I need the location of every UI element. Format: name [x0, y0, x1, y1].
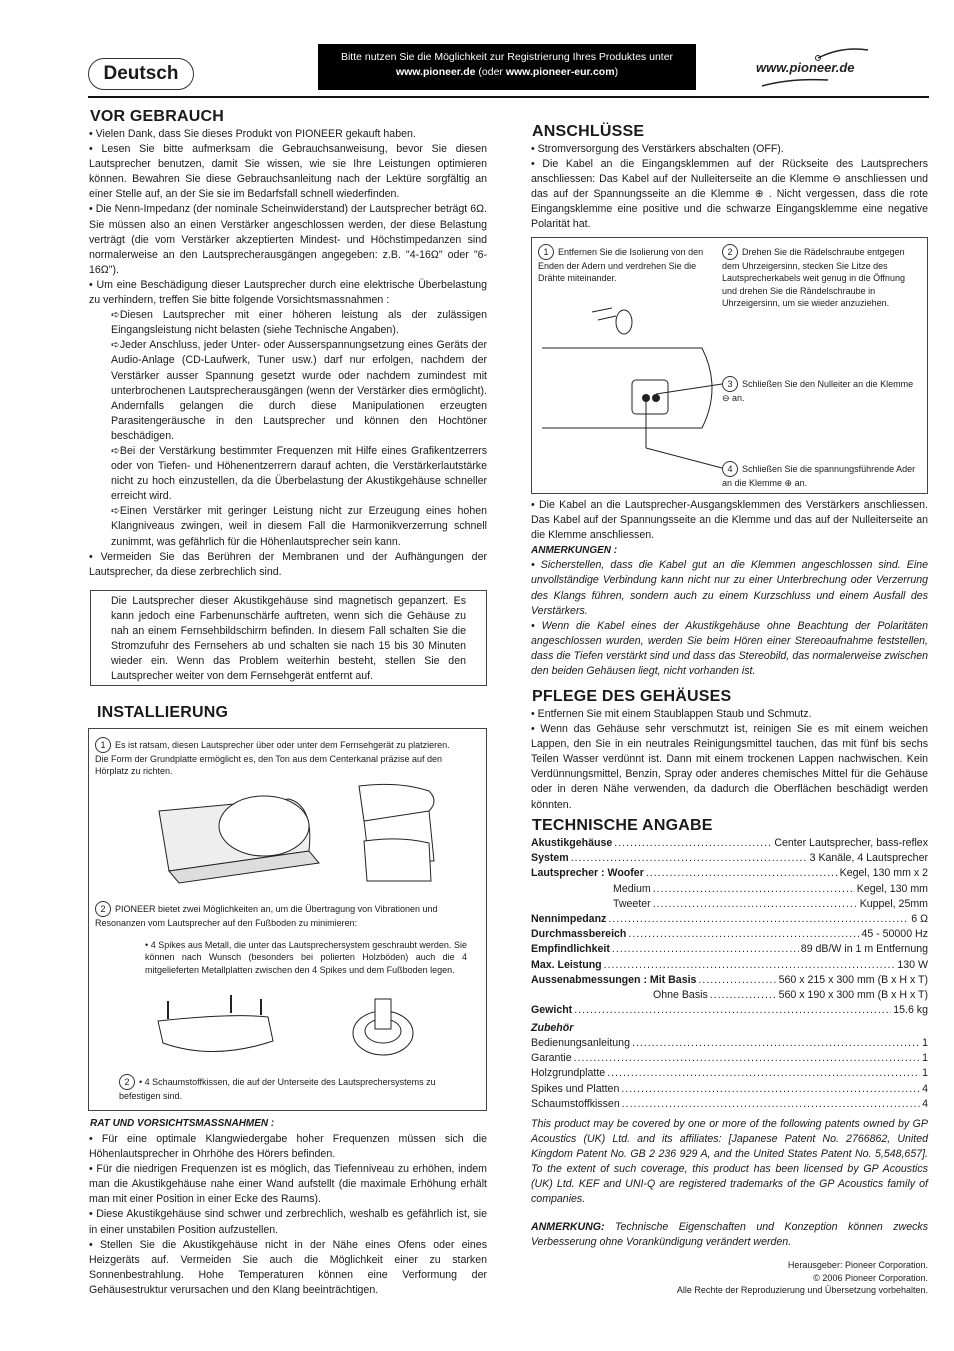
spec-row: [531, 942, 928, 957]
dot-leader: [531, 958, 928, 973]
step-number: 1: [538, 244, 554, 260]
spec-label: Max. Leistung: [531, 958, 602, 971]
spec-value: Kuppel, 25mm: [858, 897, 928, 912]
spec-value: 3 Kanäle, 4 Lautsprecher: [808, 851, 928, 866]
spec-value: Kegel, 130 mm x 2: [838, 866, 928, 881]
spec-value: 1: [920, 1036, 928, 1051]
vor-gebrauch-title: VOR GEBRAUCH: [90, 108, 224, 125]
spec-label: Durchmassbereich: [531, 928, 627, 941]
step-number: 2: [95, 901, 111, 917]
accessory-table: [531, 1036, 928, 1112]
imprint-copyright: © 2006 Pioneer Corporation.: [813, 1272, 928, 1283]
installierung-title: INSTALLIERUNG: [97, 704, 229, 721]
spec-row: [531, 1003, 928, 1018]
imprint-publisher: Herausgeber: Pioneer Corporation.: [787, 1260, 928, 1270]
spec-row: [531, 882, 928, 897]
logo-underline-icon: [760, 76, 830, 88]
spikes-option: • 4 Spikes aus Metall, die unter das Lautsprechersystem geschraubt werden. Sie können nach Wunsch (besonders bei polierten Holzböden) auch die 4 mitgelieferten Metallplatten zwischen den 4 Spikes und dem Fußboden legen.: [145, 940, 467, 975]
spec-label: Bedienungsanleitung: [531, 1037, 630, 1049]
connection-diagram-box: [531, 237, 928, 494]
spec-table: [531, 836, 928, 1018]
language-label: Deutsch: [88, 58, 194, 90]
spec-label: Holzgrundplatte: [531, 1067, 606, 1080]
step-text: Es ist ratsam, diesen Lautsprecher über oder unter dem Fernsehgerät zu platzieren. Die Form der Grundplatte ermöglicht es, den Ton aus dem Centerkanal präzise auf den Hörplatz zu richten.: [95, 740, 450, 777]
patent-notice: This product may be covered by one or more of the following patents owned by GP Acoustics (UK) Ltd. and its affiliates: [Japanese Patent No. 2766862, United Kingdom Patent No. GB 2 236 929 A, and the United States Patent No. 5,548,657]. To the extent of such coverage, this product has been licensed by GP Acoustics (UK) Ltd. KEF and UNI-Q are registered trademarks of the GP Acoustics family of companies.: [531, 1118, 928, 1206]
spec-value: 1: [920, 1066, 928, 1081]
header-rule: [88, 96, 929, 98]
imprint-rights: Alle Rechte der Reproduzierung und Übersetzung vorbehalten.: [676, 1285, 928, 1295]
connect-step-2: [722, 244, 920, 310]
wiring-illustration: [532, 298, 732, 488]
registration-end: ): [614, 66, 619, 78]
dot-leader: [531, 912, 928, 927]
imprint: [600, 1259, 928, 1297]
notes-title: ANMERKUNGEN :: [531, 545, 618, 557]
paragraph: • Die Kabel an die Eingangsklemmen auf der Rückseite des Lautsprechers anschliessen: Das Kabel auf der Nulleiterseite an die Klemme ⊖ anschliessen und das auf der Spannungsseite an die Klemme ⊕ . Nicht vergessen, dass die rote Eingangsklemme eine positive und die schwarze Eingangsklemme eine negative Polarität hat.: [531, 158, 928, 231]
spec-value: 45 - 50000 Hz: [859, 927, 928, 942]
spec-label: Garantie: [531, 1052, 572, 1065]
zubehoer-title: Zubehör: [531, 1022, 574, 1034]
paragraph: • Die Nenn-Impedanz (der nominale Scheinwiderstand) der Lautsprecher beträgt 6Ω. Sie müssen also an einen Verstärker angeschlossen werden, der diese Belastung verträgt (die vom Verstärker akzeptierten Mindest- und Höchstimpedanzen sind normalerweise an den Lautsprecherausgängen angegeben: z.B. "4-16Ω" oder "6-16Ω").: [89, 203, 487, 276]
step-text: PIONEER bietet zwei Möglichkeiten an, um die Übertragung von Vibrationen und Resonanzen vom Lautsprecher auf den Fußboden zu minimieren:: [95, 904, 438, 928]
paragraph: • Vielen Dank, dass Sie dieses Produkt von PIONEER gekauft haben.: [89, 128, 416, 140]
step-text: Schließen Sie die spannungsführende Ader an die Klemme ⊕ an.: [722, 464, 916, 488]
step-number: 1: [95, 737, 111, 753]
spec-label: Ohne Basis: [653, 988, 708, 1001]
dot-leader: [531, 1003, 928, 1018]
precaution-item: ➪Einen Verstärker mit geringer Leistung nicht zur Erzeugung eines hohen Klangniveaus zwingen, weil in diesem Fall die Harmonikverzerrung schnell zunimmt, was gefährlich für die Höhenlautsprecher sein kann.: [111, 505, 487, 548]
paragraph: • Diese Akustikgehäuse sind schwer und zerbrechlich, weshalb es gefährlich ist, sie in einer unstabilen Position aufzustellen.: [89, 1208, 487, 1236]
dot-leader: [531, 1097, 928, 1112]
vor-gebrauch-body: [89, 127, 487, 580]
speaker-placement-illustration: [149, 781, 449, 891]
spec-value: Kegel, 130 mm: [855, 882, 928, 897]
anschluesse-body-2: [531, 498, 928, 679]
spec-value: 560 x 190 x 300 mm (B x H x T): [777, 988, 928, 1003]
spec-value: 6 Ω: [909, 912, 928, 927]
step-text: • 4 Schaumstoffkissen, die auf der Unterseite des Lautsprechersystems zu befestigen sind.: [119, 1077, 436, 1101]
spec-label: System: [531, 852, 569, 865]
pflege-title: PFLEGE DES GEHÄUSES: [532, 688, 732, 705]
spec-label: Medium: [613, 882, 651, 895]
anschluesse-body: [531, 142, 928, 233]
paragraph: • Vermeiden Sie das Berühren der Membranen und der Aufhängungen der Lautsprecher, da diese zerbrechlich sind.: [89, 550, 487, 578]
spec-label: Empfindlichkeit: [531, 943, 610, 956]
anmerkung-label: ANMERKUNG:: [531, 1221, 605, 1233]
paragraph: • Stellen Sie die Akustikgehäuse nicht in der Nähe eines Ofens oder eines Heizgeräts auf. Vermeiden Sie auch die Möglichkeit einer zu starken Sonnenbestrahlung. Hohe Temperaturen können eine Verformung der Gehäusestruktur verursachen und den Klang beeinträchtigen.: [89, 1238, 487, 1296]
spec-row: [531, 973, 928, 988]
dot-leader: [531, 1066, 928, 1081]
spec-value: 560 x 215 x 300 mm (B x H x T): [777, 973, 928, 988]
spec-label: Schaumstoffkissen: [531, 1097, 620, 1110]
step-text: Entfernen Sie die Isolierung von den Enden der Adern und verdrehen Sie die Drähte miteinander.: [538, 247, 704, 284]
install-step-2: [95, 901, 475, 929]
registration-text: Bitte nutzen Sie die Möglichkeit zur Registrierung Ihres Produktes unter: [340, 51, 674, 63]
spec-value: 1: [920, 1051, 928, 1066]
precaution-item: ➪Bei der Verstärkung bestimmter Frequenzen mit Hilfe eines Grafikentzerrers oder von Tiefen- und Höhenentzerrern darauf achten, die Verstärkerlautstärke nicht zu hoch einzustellen, da die Überbelastung der Akustikgehäuse schneller erreicht wird.: [111, 444, 487, 503]
connect-step-3: [722, 376, 920, 404]
spec-row: [531, 927, 928, 942]
spec-row: [531, 1066, 928, 1081]
spec-value: 4: [920, 1097, 928, 1112]
spec-row: [531, 1097, 928, 1112]
install-step-foam: [119, 1074, 471, 1102]
installation-box: [88, 728, 487, 1111]
rat-body: [89, 1132, 487, 1298]
spec-value: 4: [920, 1082, 928, 1097]
step-text: Schließen Sie den Nulleiter an die Klemme ⊖ an.: [722, 379, 914, 403]
spec-row: [531, 897, 928, 912]
registration-link-de[interactable]: www.pioneer.de: [395, 66, 476, 78]
rat-title: RAT UND VORSICHTSMASSNAHMEN :: [90, 1118, 275, 1129]
step-number: 4: [722, 461, 738, 477]
paragraph: • Für eine optimale Klangwiedergabe hoher Frequenzen müssen sich die Höhenlautsprecher in Ohrhöhe des Hörers befinden.: [89, 1133, 487, 1161]
spec-value: 89 dB/W in 1 m Entfernung: [799, 942, 928, 957]
spec-label: Nennimpedanz: [531, 912, 607, 925]
registration-link-eur[interactable]: www.pioneer-eur.com: [505, 66, 615, 78]
spec-value: 15.6 kg: [891, 1003, 928, 1018]
paragraph: • Für die niedrigen Frequenzen ist es möglich, das Tiefenniveau zu erhöhen, indem man die Akustikgehäuse nahe einer Wand aufstellt (die maximale Erhöhung erhält man mit einer Position in einer Ecke des Raums).: [89, 1163, 487, 1206]
spec-row: [531, 836, 928, 851]
site-logo[interactable]: [756, 60, 854, 75]
connect-step-4: [722, 461, 920, 489]
dot-leader: [531, 1051, 928, 1066]
spec-row: [531, 1051, 928, 1066]
spec-row: [531, 1082, 928, 1097]
spec-label: Gewicht: [531, 1004, 573, 1017]
spec-value: 130 W: [895, 958, 928, 973]
step-number: 2: [722, 244, 738, 260]
spec-value: Center Lautsprecher, bass-reflex: [772, 836, 928, 851]
step-text: Drehen Sie die Rädelschraube entgegen dem Uhrzeigersinn, stecken Sie Litze des Lautsprecherkabels weit genug in die Öffnung und drehen Sie die Rändelschraube in Uhrzeigersinn, um sie wieder anzuziehen.: [722, 247, 905, 309]
precaution-item: ➪Diesen Lautsprecher mit einer höheren leistung als der zulässigen Eingangsleistung nicht belasten (siehe Technische Angaben).: [111, 309, 487, 337]
precaution-item: ➪Jeder Anschluss, jeder Unter- oder Ausserspannungsetzung eines Geräts der Audio-Anlage (CD-Laufwerk, Tuner usw.) darf nur erfolgen, nachdem der Verstärker ausser Spannung gesetzt wurde oder nachdem zumindest mit unterbrochenen Lautsprecherausgängen (wenn der Verstärker dies ermöglicht). Andernfalls gelangen die durch diese Manipulationen erzeugten Parasitengeräusche in den Lautsprecher und können den Hochtöner beschädigen.: [111, 339, 487, 442]
step-number: 3: [722, 376, 738, 392]
spec-row: [531, 958, 928, 973]
dot-leader: [531, 1036, 928, 1051]
spec-row: [531, 851, 928, 866]
spec-row: [531, 866, 928, 881]
spec-row: [531, 988, 928, 1003]
anmerkung-text: Technische Eigenschaften und Konzeption können zwecks Verbesserung ohne Vorankündigung verändert werden.: [531, 1221, 928, 1249]
registration-banner: [318, 44, 696, 90]
install-step-1: [95, 737, 465, 778]
paragraph: • Die Kabel an die Lautsprecher-Ausgangsklemmen des Verstärkers anschliessen. Das Kabel auf der Spannungsseite an die Klemme und das auf der Nulleiterseite an die Klemme anschliessen.: [531, 499, 928, 542]
spec-row: [531, 912, 928, 927]
anmerkung: [531, 1220, 928, 1250]
pflege-body: [531, 707, 928, 813]
spec-label: Lautsprecher : Woofer: [531, 867, 644, 880]
logo-swoosh-icon: [812, 44, 872, 64]
paragraph: • Um eine Beschädigung dieser Lautsprecher durch eine elektrische Überbelastung zu verhindern, treffen Sie bitte folgende Vorsichtsmassnahmen :: [89, 278, 487, 307]
note-item: • Wenn die Kabel eines der Akustikgehäuse ohne Beachtung der Polaritäten angeschlossen wurden, werden Sie beim Hören einer Stereoaufnahme feststellen, dass die Tiefen verstärkt sind und dass das Stereobild, das normalerweise zwischen den beiden Gehäusen liegt, nicht vorhanden ist.: [531, 619, 928, 678]
site-logo-text: www.pioneer.de: [756, 60, 855, 75]
connect-step-1: [538, 244, 706, 285]
spikes-illustration: [153, 991, 433, 1063]
paragraph: • Stromversorgung des Verstärkers abschalten (OFF).: [531, 143, 784, 155]
dot-leader: [531, 1082, 928, 1097]
technische-title: TECHNISCHE ANGABE: [532, 817, 713, 834]
paragraph: • Lesen Sie bitte aufmerksam die Gebrauchsanweisung, bevor Sie diesen Lautsprecher benutzen, damit Sie wissen, wie sie Ihre Leistungen optimieren können. Bewahren Sie diese Gebrauchsanleitung nach der Lektüre sorgfältig an einer Stelle auf, an der Sie sie im Bedarfsfall schnell wiederfinden.: [89, 143, 487, 201]
registration-mid: (oder: [475, 66, 506, 78]
magnetic-shield-note: Die Lautsprecher dieser Akustikgehäuse sind magnetisch gepanzert. Es kann jedoch eine Farbenunschärfe auftreten, wenn sich die Gehäuse zu nah an einem Fernsehbildschirm befinden. In diesem Fall schalten Sie die Stromzufuhr des Fernsehers ab und schalten sie nach 15 bis 30 Minuten wieder ein. Wenn das Problem weiterhin besteht, stellen Sie den Lautsprecher weiter von dem Fernsehgerät entfernt auf.: [90, 590, 487, 686]
spec-label: Spikes und Platten: [531, 1082, 620, 1095]
paragraph: • Entfernen Sie mit einem Staublappen Staub und Schmutz.: [531, 708, 812, 720]
anschluesse-title: ANSCHLÜSSE: [532, 123, 645, 140]
spec-label: Aussenabmessungen : Mit Basis: [531, 973, 697, 986]
spec-label: Akustikgehäuse: [531, 837, 613, 849]
note-item: • Sicherstellen, dass die Kabel gut an die Klemmen angeschlossen sind. Eine unvollständige Verbindung kann nicht nur zu einer Unterbrechung oder Verzerrung des Klangs führen, sondern auch zu einem Kurzschluss und einem Ausfall des Verstärkers.: [531, 559, 928, 617]
spec-row: [531, 1036, 928, 1051]
step-number: 2: [119, 1074, 135, 1090]
spec-label: Tweeter: [613, 897, 651, 910]
paragraph: • Wenn das Gehäuse sehr verschmutzt ist, reinigen Sie es mit einem weichen Lappen, den Sie in ein neutrales Reinigungsmittel tauchen, das mit fünf bis sechs Teilen Wasser verdünnt ist. Dann mit einem trockenen Lappen nachwischen. Kein Verdünnungsmittel, Benzin, Spray oder anderes chemisches Mittel für die Gehäuse oder in deren Nähe verwenden, da dadurch die Oberflächen beschädigt werden könnten.: [531, 723, 928, 811]
